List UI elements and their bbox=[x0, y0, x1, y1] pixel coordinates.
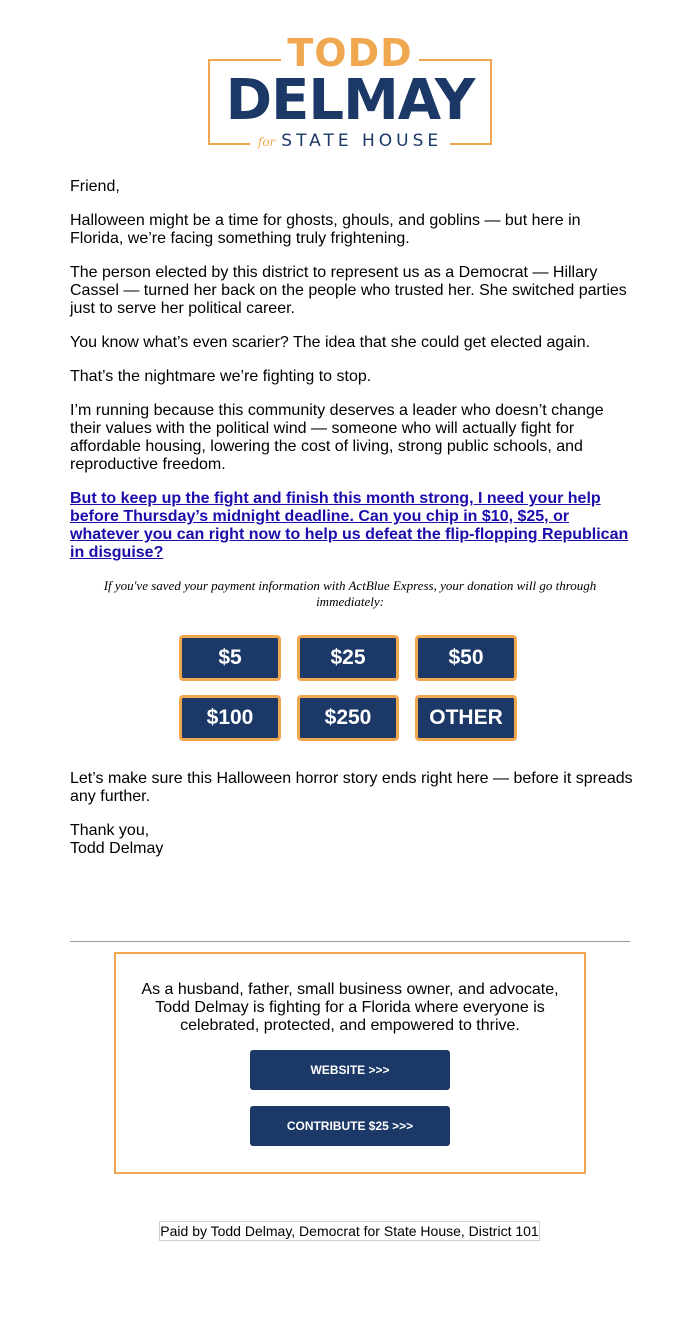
donate-50-button[interactable]: $50 bbox=[415, 635, 517, 681]
donate-cta-link[interactable]: But to keep up the fight and finish this month strong, I need your help before Thursday’s midnight deadline. Can you chip in $10, $25, or whatever you can right now to help us defeat the flip-flopping Republican in disguise? bbox=[70, 490, 629, 561]
paragraph-2: The person elected by this district to represent us as a Democrat — Hillary Cassel — turned her back on the people who trusted her. She switched parties just to serve her political career. bbox=[70, 264, 627, 317]
campaign-logo bbox=[208, 33, 492, 151]
candidate-bio: As a husband, father, small business owner, and advocate, Todd Delmay is fighting for a Florida where everyone is celebrated, protected, and empowered to thrive. bbox=[141, 981, 559, 1034]
donate-100-button[interactable]: $100 bbox=[179, 695, 281, 741]
footer-divider bbox=[70, 941, 630, 942]
contribute-25-button[interactable]: CONTRIBUTE $25 >>> bbox=[250, 1106, 450, 1146]
paragraph-3: You know what’s even scarier? The idea that she could get elected again. bbox=[70, 334, 591, 351]
donate-25-button[interactable]: $25 bbox=[297, 635, 399, 681]
paragraph-1: Halloween might be a time for ghosts, ghouls, and goblins — but here in Florida, we’re facing something truly frightening. bbox=[70, 212, 581, 247]
website-button[interactable]: WEBSITE >>> bbox=[250, 1050, 450, 1090]
footer-box bbox=[114, 952, 586, 1174]
paid-for-disclaimer: Paid by Todd Delmay, Democrat for State House, District 101 bbox=[160, 1223, 539, 1239]
donate-5-button[interactable]: $5 bbox=[179, 635, 281, 681]
logo-first-name: TODD bbox=[281, 31, 418, 75]
logo-last-name: DELMAY bbox=[225, 68, 475, 133]
greeting: Friend, bbox=[70, 178, 120, 195]
logo-office: STATE HOUSE bbox=[281, 131, 443, 151]
actblue-express-note: If you've saved your payment information with ActBlue Express, your donation will go through immediately: bbox=[103, 578, 597, 609]
signoff: Thank you, bbox=[70, 822, 150, 839]
signature: Todd Delmay bbox=[70, 840, 164, 857]
donate-250-button[interactable]: $250 bbox=[297, 695, 399, 741]
paragraph-5: I’m running because this community deserves a leader who doesn’t change their values with the political wind — someone who will actually fight for affordable housing, lowering the cost of living, strong public schools, and reproductive freedom. bbox=[70, 402, 604, 473]
closing-paragraph: Let’s make sure this Halloween horror story ends right here — before it spreads any further. bbox=[70, 770, 633, 805]
donate-other-button[interactable]: OTHER bbox=[415, 695, 517, 741]
paragraph-4: That’s the nightmare we’re fighting to stop. bbox=[70, 368, 372, 385]
logo-for: for bbox=[257, 135, 276, 149]
